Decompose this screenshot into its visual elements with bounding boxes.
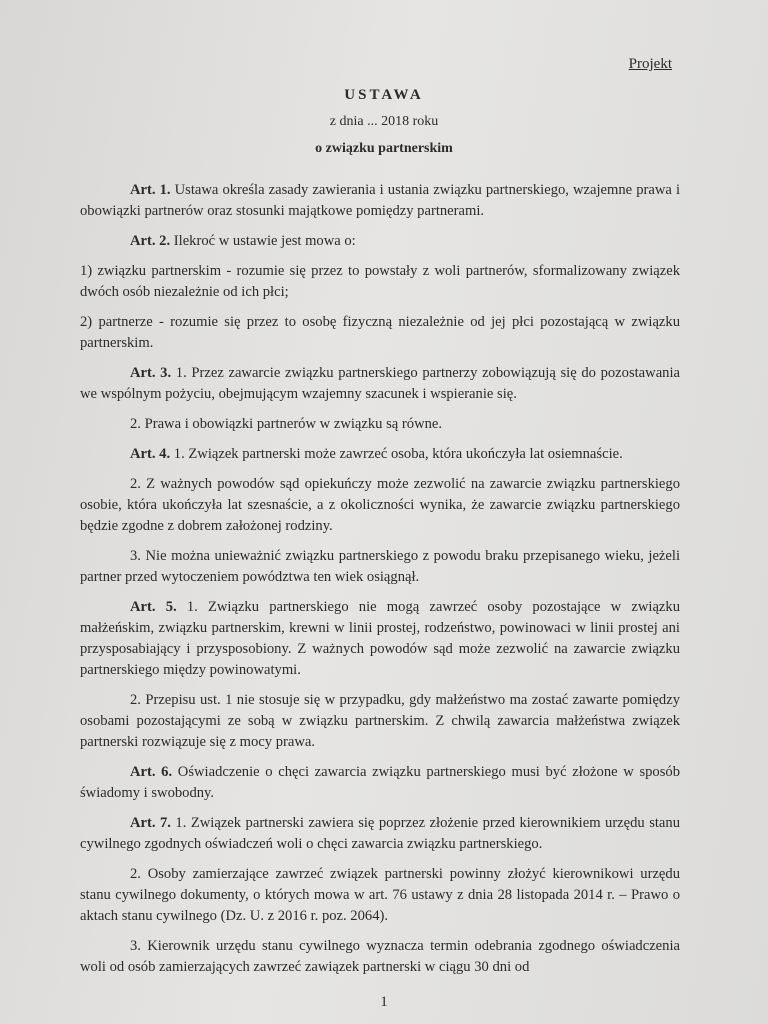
- paragraph-art-7-3: 3. Kierownik urzędu stanu cywilnego wyznacza termin odebrania zgodnego oświadczenia woli od osób zamierzających zawrzeć zawiązek partnerski w ciągu 30 dni od: [80, 938, 680, 975]
- paragraph-art-4: Art. 4. 1. Związek partnerski może zawrzeć osoba, która ukończyła lat osiemnaście.: [130, 446, 623, 462]
- paragraph-art-2: Art. 2. Ilekroć w ustawie jest mowa o:: [130, 233, 356, 249]
- page-number: 1: [380, 994, 388, 1010]
- document-title: USTAWA: [344, 87, 424, 103]
- document-body: [80, 180, 680, 987]
- document-subject: o związku partnerskim: [315, 141, 453, 156]
- paragraph-art-3: Art. 3. 1. Przez zawarcie związku partnerskiego partnerzy zobowiązują się do pozostawania we wspólnym pożyciu, obejmującym wzajemny szacunek i wspieranie się.: [80, 365, 681, 402]
- paragraph-definition-2: 2) partnerze - rozumie się przez to osobę fizyczną niezależnie od jej płci pozostającą w związku partnerskim.: [80, 314, 680, 351]
- document-date: z dnia ... 2018 roku: [329, 114, 439, 129]
- paragraph-art-7-2: 2. Osoby zamierzające zawrzeć związek partnerski powinny złożyć kierownikowi urzędu stanu cywilnego dokumenty, o których mowa w art. 76 ustawy z dnia 28 listopada 2014 r. – Prawo o aktach stanu cywilnego (Dz. U. z 2016 r. poz. 2064).: [80, 866, 680, 924]
- paragraph-art-4-3: 3. Nie można unieważnić związku partnerskiego z powodu braku przepisanego wieku, jeżeli partner przed wytoczeniem powództwa ten wiek osiągnął.: [80, 548, 680, 585]
- paragraph-art-6: Art. 6. Oświadczenie o chęci zawarcia związku partnerskiego musi być złożone w sposób świadomy i swobodny.: [80, 764, 680, 801]
- paragraph-art-1: Art. 1. Ustawa określa zasady zawierania i ustania związku partnerskiego, wzajemne prawa i obowiązki partnerów oraz stosunki majątkowe pomiędzy partnerami.: [80, 182, 680, 219]
- paragraph-art-5-2: 2. Przepisu ust. 1 nie stosuje się w przypadku, gdy małżeństwo ma zostać zawarte pomiędzy osobami pozostającymi ze sobą w związku partnerskim. Z chwilą zawarcia małżeństwa związek partnerski rozwiązuje się z mocy prawa.: [80, 692, 680, 750]
- paragraph-art-5: Art. 5. 1. Związku partnerskiego nie mogą zawrzeć osoby pozostające w związku małżeńskim, związku partnerskim, krewni w linii prostej, rodzeństwo, powinowaci w linii prostej ani przysposabiający i przysposobiony. Z ważnych powodów sąd może zezwolić na zawarcie związku partnerskiego między powinowatymi.: [80, 599, 680, 678]
- paragraph-definition-1: 1) związku partnerskim - rozumie się przez to powstały z woli partnerów, sformalizowany związek dwóch osób niezależnie od ich płci;: [80, 263, 680, 300]
- paragraph-art-7: Art. 7. 1. Związek partnerski zawiera się poprzez złożenie przed kierownikiem urzędu stanu cywilnego zgodnych oświadczeń woli o chęci zawarcia związku partnerskiego.: [80, 815, 681, 852]
- paragraph-art-3-2: 2. Prawa i obowiązki partnerów w związku są równe.: [130, 416, 443, 432]
- paragraph-art-4-2: 2. Z ważnych powodów sąd opiekuńczy może zezwolić na zawarcie związku partnerskiego osobie, która ukończyła lat szesnaście, a z okoliczności wynika, że zawarcie związku partnerskiego będzie zgodne z dobrem założonej rodziny.: [80, 476, 680, 534]
- projekt-label: Projekt: [628, 56, 672, 72]
